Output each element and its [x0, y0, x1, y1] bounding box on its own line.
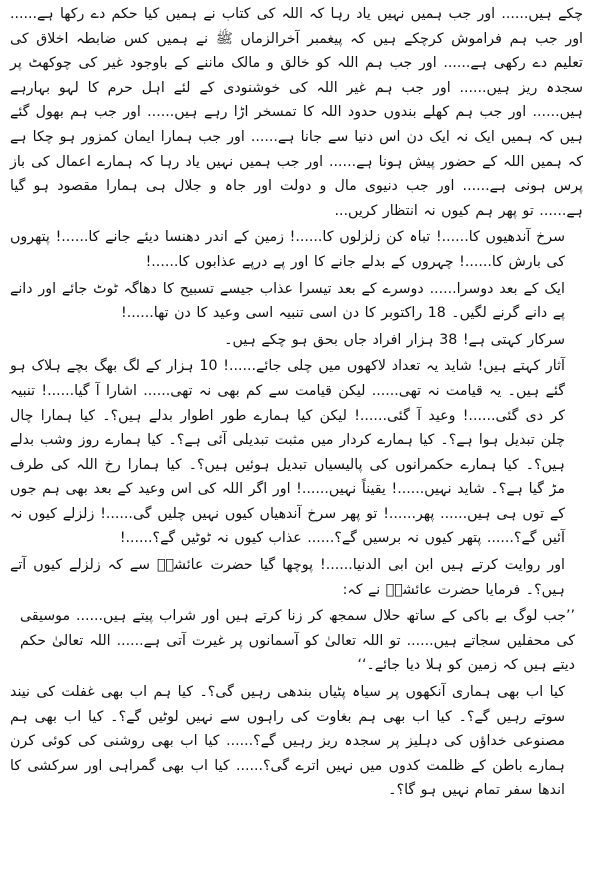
paragraph-2: سرخ آندھیوں کا......! تباہ کن زلزلوں کا......! زمین کے اندر دھنسا دیئے جانے کا......! پتھروں کی بارش کا......! چہروں کے بدلے جانے کا اور پے درپے عذابوں کا......!: [10, 229, 565, 270]
paragraph-8: کیا اب بھی ہماری آنکھوں پر سیاہ پٹیاں بندھی رہیں گی؟۔ کیا ہم اب بھی غفلت کی نیند سوتے رہیں گے؟۔ کیا اب بھی ہم بغاوت کی راہوں سے نہیں لوٹیں گے؟۔ کیا اب بھی ہم مصنوعی خداؤں کی دہلیز پر سجدہ ریز رہیں گے؟...... کیا اب بھی روشنی کی کوئی کرن ہمارے باطن کے ظلمت کدوں میں نہیں اترے گی؟...... کیا اب بھی گمراہی اور سرکشی کا اندھا سفر تمام نہیں ہو گا؟۔: [10, 684, 565, 799]
paragraph-1: چکے ہیں...... اور جب ہمیں نہیں یاد رہا کہ اللہ کی کتاب نے ہمیں کیا حکم دے رکھا ہے...... اور جب ہم فراموش کرچکے ہیں کہ پیغمبر آخرالزماں ﷺ نے ہمیں کس ضابطہ اخلاق کی تعلیم دے رکھی ہے...... اور جب ہم اللہ کو خالق و مالک ماننے کے باوجود غیر کی چوکھٹ پر سجدہ ریز ہیں...... اور جب ہم غیر اللہ کی خوشنودی کے لئے اہل حرم کا لہو بہارہے ہیں...... اور جب ہم کھلے بندوں حدود اللہ کا تمسخر اڑا رہے ہیں...... اور جب ہم بھول گئے ہیں کہ ہمیں ایک نہ ایک دن اس دنیا سے جانا ہے...... اور جب ہمارا ایمان کمزور ہو چکا ہے کہ ہمیں اللہ کے حضور پیش ہونا ہے...... اور جب ہمیں نہیں یاد رہا کہ ہمارے اعمال کی باز پرس ہونی ہے...... اور جب دنیوی مال و دولت اور جاہ و جلال ہی ہمارا مقصود ہو گیا ہے...... تو پھر ہم کیوں نہ انتظار کریں...: [10, 6, 583, 219]
paragraph-4: سرکار کہتی ہے! 38 ہزار افراد جاں بحق ہو چکے ہیں۔: [224, 331, 565, 348]
paragraph-6: اور روایت کرتے ہیں ابن ابی الدنیا......! پوچھا گیا حضرت عائشہؓ سے کہ زلزلے کیوں آتے ہیں؟۔ فرمایا حضرت عائشہؓ نے کہ:: [10, 557, 565, 598]
paragraph-3: ایک کے بعد دوسرا...... دوسرے کے بعد تیسرا عذاب جیسے تسبیح کا دھاگہ ٹوٹ جائے اور دانے پے دانے گرنے لگیں۔ 18 راکتوبر کا دن اسی تنبیہ اسی وعید کا دن تھا......!: [10, 280, 565, 322]
quote-paragraph: ’’جب لوگ بے باکی کے ساتھ حلال سمجھ کر زنا کرتے ہیں اور شراب پیتے ہیں...... موسیقی کی محفلیں سجاتے ہیں...... تو اللہ تعالیٰ کو آسمانوں پر غیرت آتی ہے...... اللہ تعالیٰ حکم دیتے ہیں کہ زمین کو ہلا دیا جائے۔‘‘: [20, 608, 575, 674]
paragraph-5: آثار کہتے ہیں! شاید یہ تعداد لاکھوں میں چلی جائے......! 10 ہزار کے لگ بھگ بچے ہلاک ہو گئے ہیں۔ یہ قیامت نہ تھی...... لیکن قیامت سے کم بھی نہ تھی...... اشارا آ گیا......! تنبیہ کر دی گئی......! وعید آ گئی......! لیکن کیا ہمارے طور اطوار بدلے ہیں؟۔ کیا ہمارا چال چلن تبدیل ہوا ہے؟۔ کیا ہمارے کردار میں مثبت تبدیلی آئی ہے؟۔ کیا ہمارے روز وشب بدلے ہیں؟۔ کیا ہمارے حکمرانوں کی پالیسیاں تبدیل ہوئیں ہیں؟۔ کیا ہمارا رخ اللہ کی طرف مڑ گیا ہے؟۔ شاید نہیں......! یقیناً نہیں......! اور اگر اللہ کی اس وعید کے بعد بھی ہم جوں کے توں ہی ہیں...... پھر......! تو پھر سرخ آندھیاں کیوں نہیں چلیں گی......! زلزلے کیوں نہ آئیں گے؟...... پتھر کیوں نہ برسیں گے؟...... عذاب کیوں نہ ٹوٹیں گے؟......!: [10, 358, 565, 547]
